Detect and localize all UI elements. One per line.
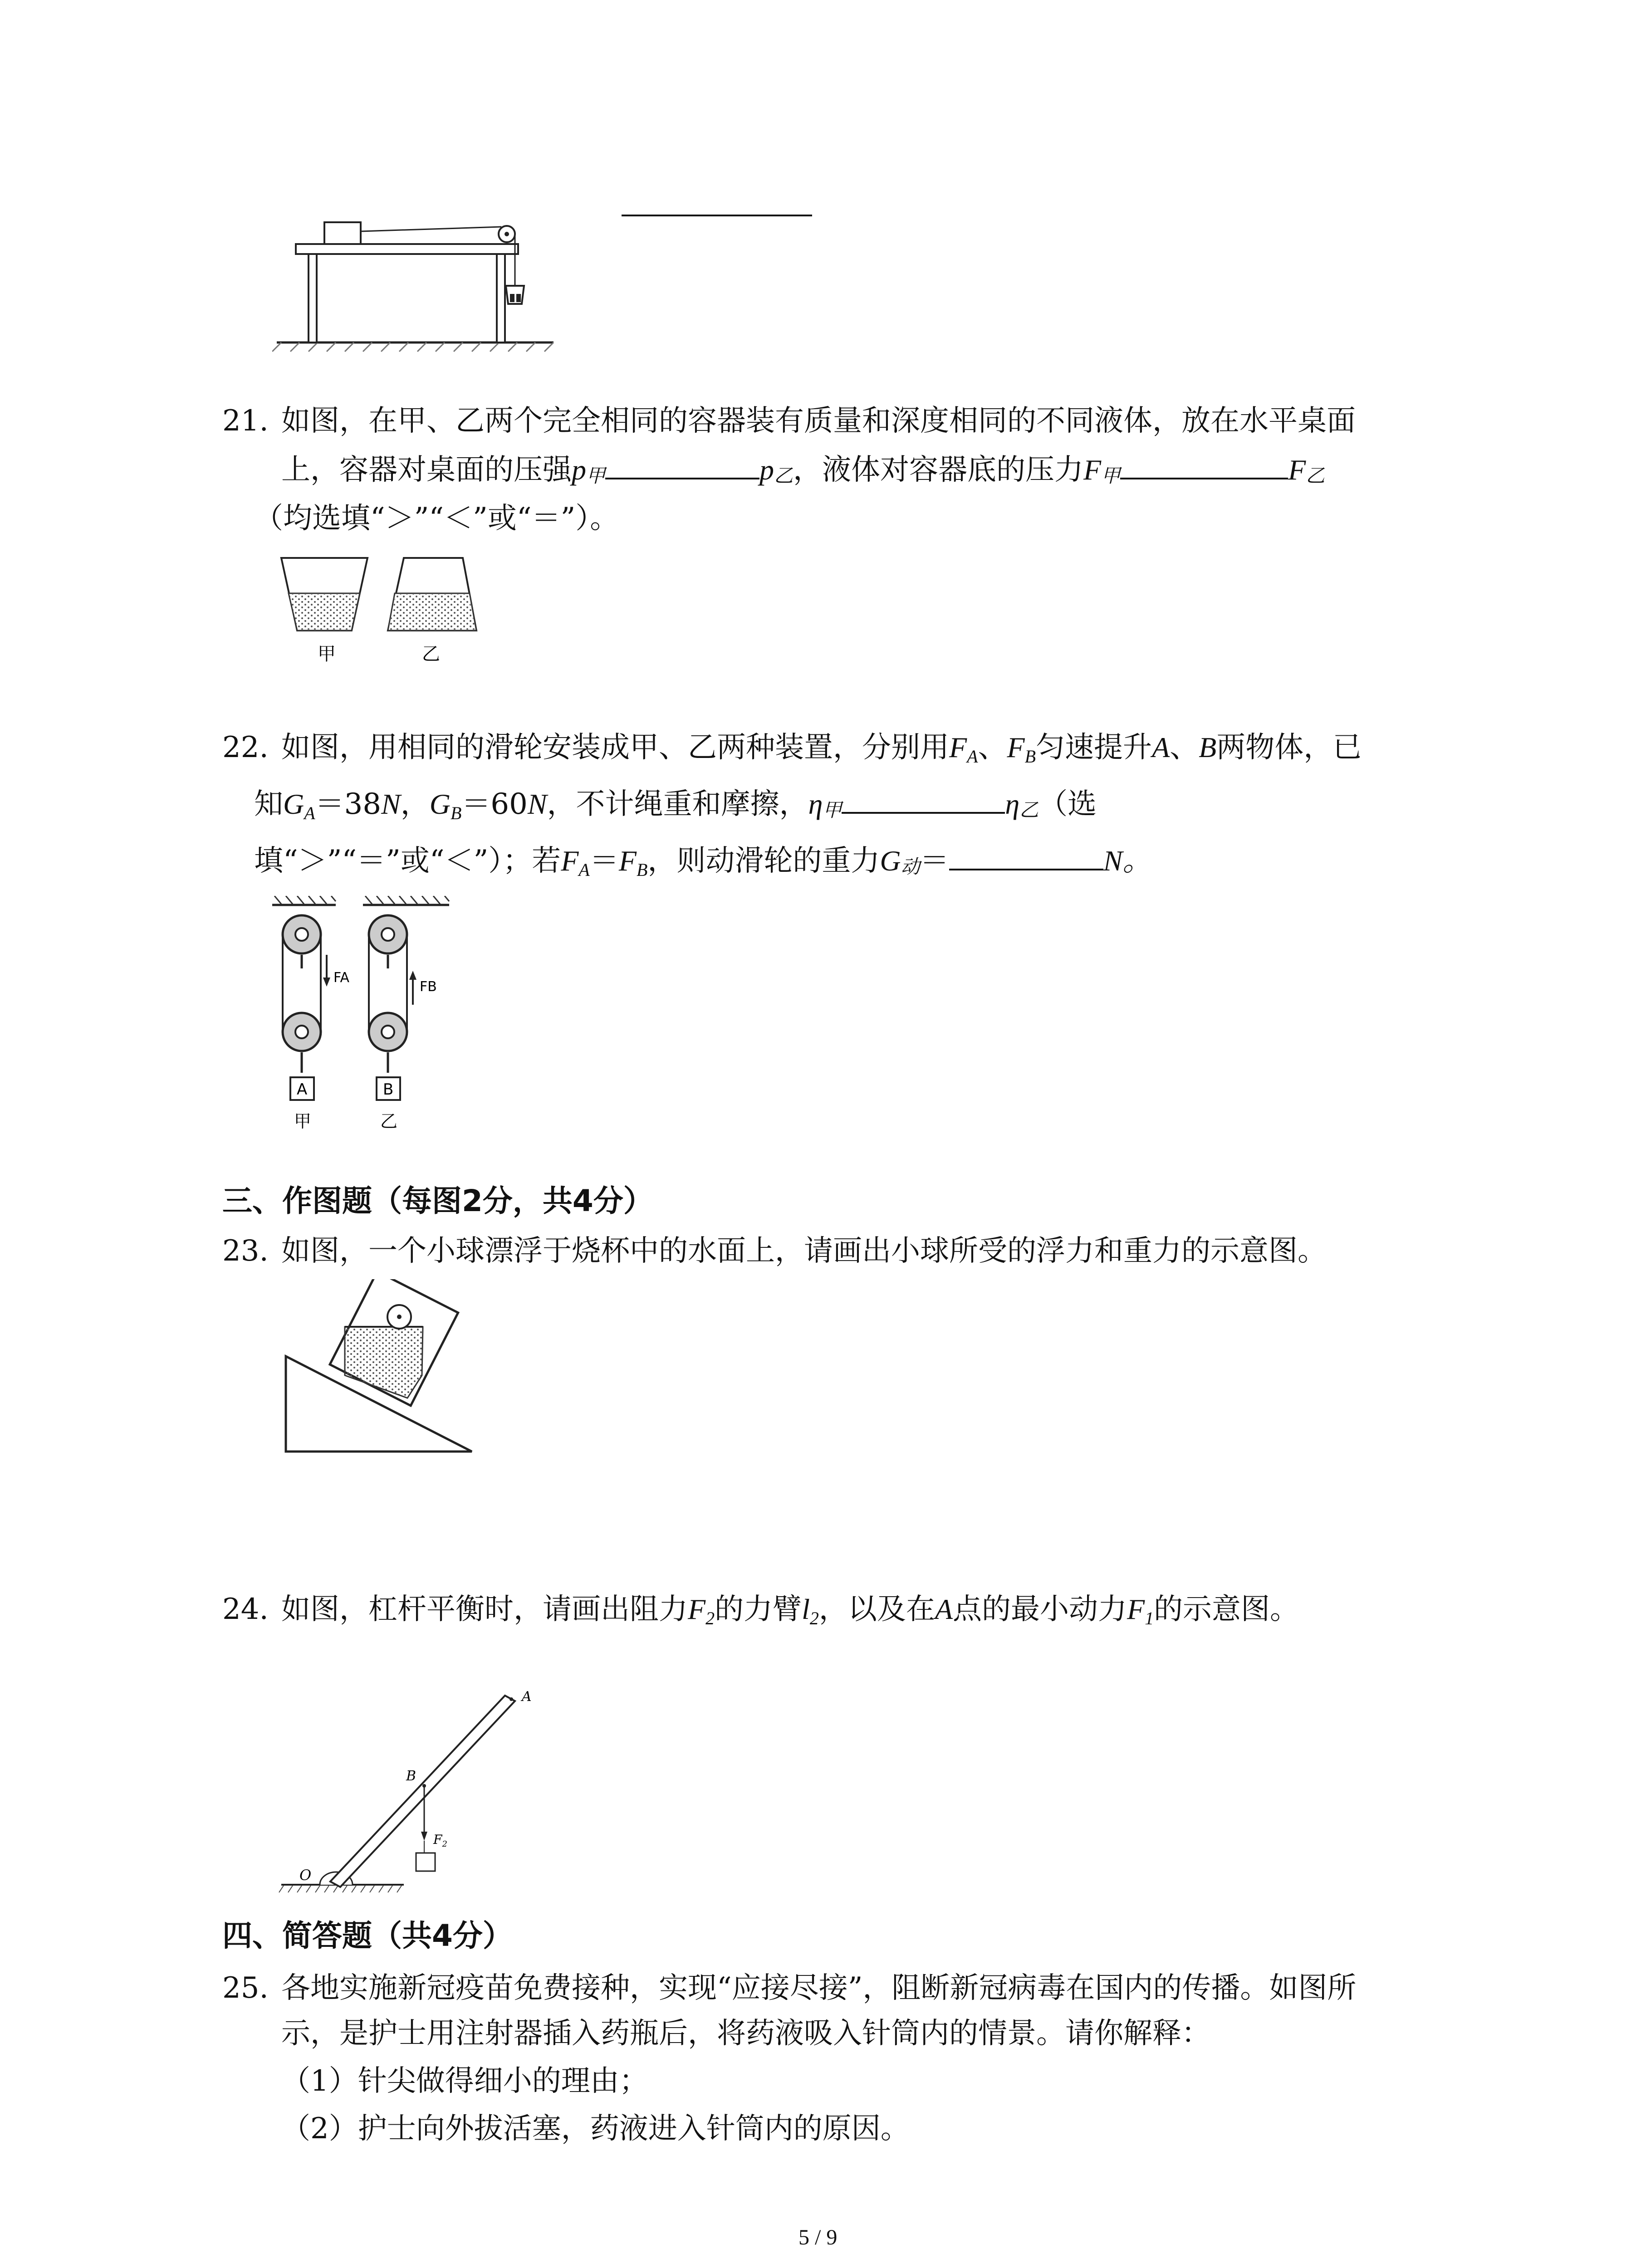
q21-blank-force[interactable] bbox=[1120, 450, 1288, 479]
q24-fig-f2: $F_2$ bbox=[433, 1832, 447, 1849]
table-pulley-figure bbox=[272, 209, 563, 354]
q21-text-pressure: 上，容器对桌面的压强 bbox=[281, 453, 572, 487]
question-22-number: 22. bbox=[222, 731, 269, 764]
q21-f-jia: F甲 bbox=[1083, 454, 1121, 487]
question-22-line1: 如图，用相同的滑轮安装成甲、乙两种装置，分别用$F_A$、$F_B$匀速提升A、B两物体，已 bbox=[281, 731, 1362, 767]
q24-fig-b: B bbox=[406, 1768, 416, 1784]
q21-containers-figure bbox=[272, 549, 481, 667]
q23-beaker-figure bbox=[277, 1279, 485, 1470]
q22-fa: $F_A$ bbox=[949, 731, 978, 767]
question-21-number: 21. bbox=[222, 404, 269, 438]
question-25-item2: （2）护士向外拔活塞，药液进入针筒内的原因。 bbox=[281, 2112, 910, 2146]
q21-label-jia: 甲 bbox=[318, 644, 336, 665]
q21-p-jia: p甲 bbox=[572, 454, 606, 487]
question-24-number: 24. bbox=[222, 1593, 269, 1626]
q21-p-yi: p乙 bbox=[759, 454, 794, 487]
section-4-heading: 四、简答题（共4分） bbox=[222, 1918, 513, 1953]
section-3-heading: 三、作图题（每图2分，共4分） bbox=[222, 1183, 653, 1218]
question-24-text: 如图，杠杆平衡时，请画出阻力$F_2$的力臂$l_2$，以及在A点的最小动力$F_1$的示意图。 bbox=[281, 1593, 1299, 1628]
page-number: 5 / 9 bbox=[798, 2225, 838, 2249]
q22-fig-a: A bbox=[297, 1080, 308, 1099]
question-21-line3: （均选填“＞”“＜”或“＝”）。 bbox=[254, 502, 619, 535]
q24-fig-a: A bbox=[522, 1689, 532, 1705]
q22-label-yi: 乙 bbox=[380, 1111, 398, 1131]
q22-ga: $G_A$ bbox=[283, 788, 315, 823]
q22-fig-fb: FB bbox=[420, 979, 437, 995]
q24-lever-figure bbox=[277, 1687, 558, 1896]
q22-fb: $F_B$ bbox=[1007, 731, 1036, 767]
q22-g-dong: G动 bbox=[880, 845, 920, 878]
question-22-line2: 知$G_A=38N$，$G_B=60N$，不计绳重和摩擦，η甲 η乙（选 bbox=[254, 782, 1097, 835]
q24-f2: $F_2$ bbox=[688, 1593, 715, 1628]
question-22-line3: 填“＞”“＝”或“＜”）；若$F_A=F_B$，则动滑轮的重力G动＝ N。 bbox=[254, 839, 1151, 892]
question-21-line1: 如图，在甲、乙两个完全相同的容器装有质量和深度相同的不同液体，放在水平桌面 bbox=[281, 404, 1356, 438]
q22-blank-pulley-weight[interactable] bbox=[949, 841, 1103, 870]
q21-label-yi: 乙 bbox=[422, 644, 440, 665]
q22-blank-efficiency[interactable] bbox=[842, 785, 1005, 814]
question-25-line2: 示，是护士用注射器插入药瓶后，将药液吸入针筒内的情景。请你解释： bbox=[281, 2017, 1210, 2050]
question-25-number: 25. bbox=[222, 1971, 269, 2005]
q24-l2: $l_2$ bbox=[802, 1593, 819, 1628]
q21-text-force: ，液体对容器底的压力 bbox=[793, 453, 1084, 487]
q24-fig-o: O bbox=[299, 1867, 312, 1884]
q22-eta-yi: η乙 bbox=[1005, 788, 1039, 821]
q21-f-yi: F乙 bbox=[1288, 454, 1325, 487]
question-23-text: 如图，一个小球漂浮于烧杯中的水面上，请画出小球所受的浮力和重力的示意图。 bbox=[281, 1234, 1327, 1268]
question-25-item1: （1）针尖做得细小的理由； bbox=[281, 2064, 648, 2098]
q21-blank-pressure[interactable] bbox=[605, 450, 759, 479]
q22-label-jia: 甲 bbox=[294, 1111, 312, 1131]
q22-gb: $G_B$ bbox=[429, 788, 462, 823]
q22-pulley-figure bbox=[268, 896, 467, 1141]
q22-fig-fa: FA bbox=[333, 970, 350, 986]
question-23-number: 23. bbox=[222, 1234, 269, 1268]
q24-f1: $F_1$ bbox=[1127, 1593, 1154, 1628]
question-25-line1: 各地实施新冠疫苗免费接种，实现“应接尽接”，阻断新冠病毒在国内的传播。如图所 bbox=[281, 1971, 1357, 2005]
top-answer-blank[interactable] bbox=[622, 215, 812, 216]
question-21-line2 bbox=[281, 448, 1325, 498]
q22-eta-jia: η甲 bbox=[808, 788, 842, 821]
q22-fig-b: B bbox=[383, 1080, 394, 1099]
